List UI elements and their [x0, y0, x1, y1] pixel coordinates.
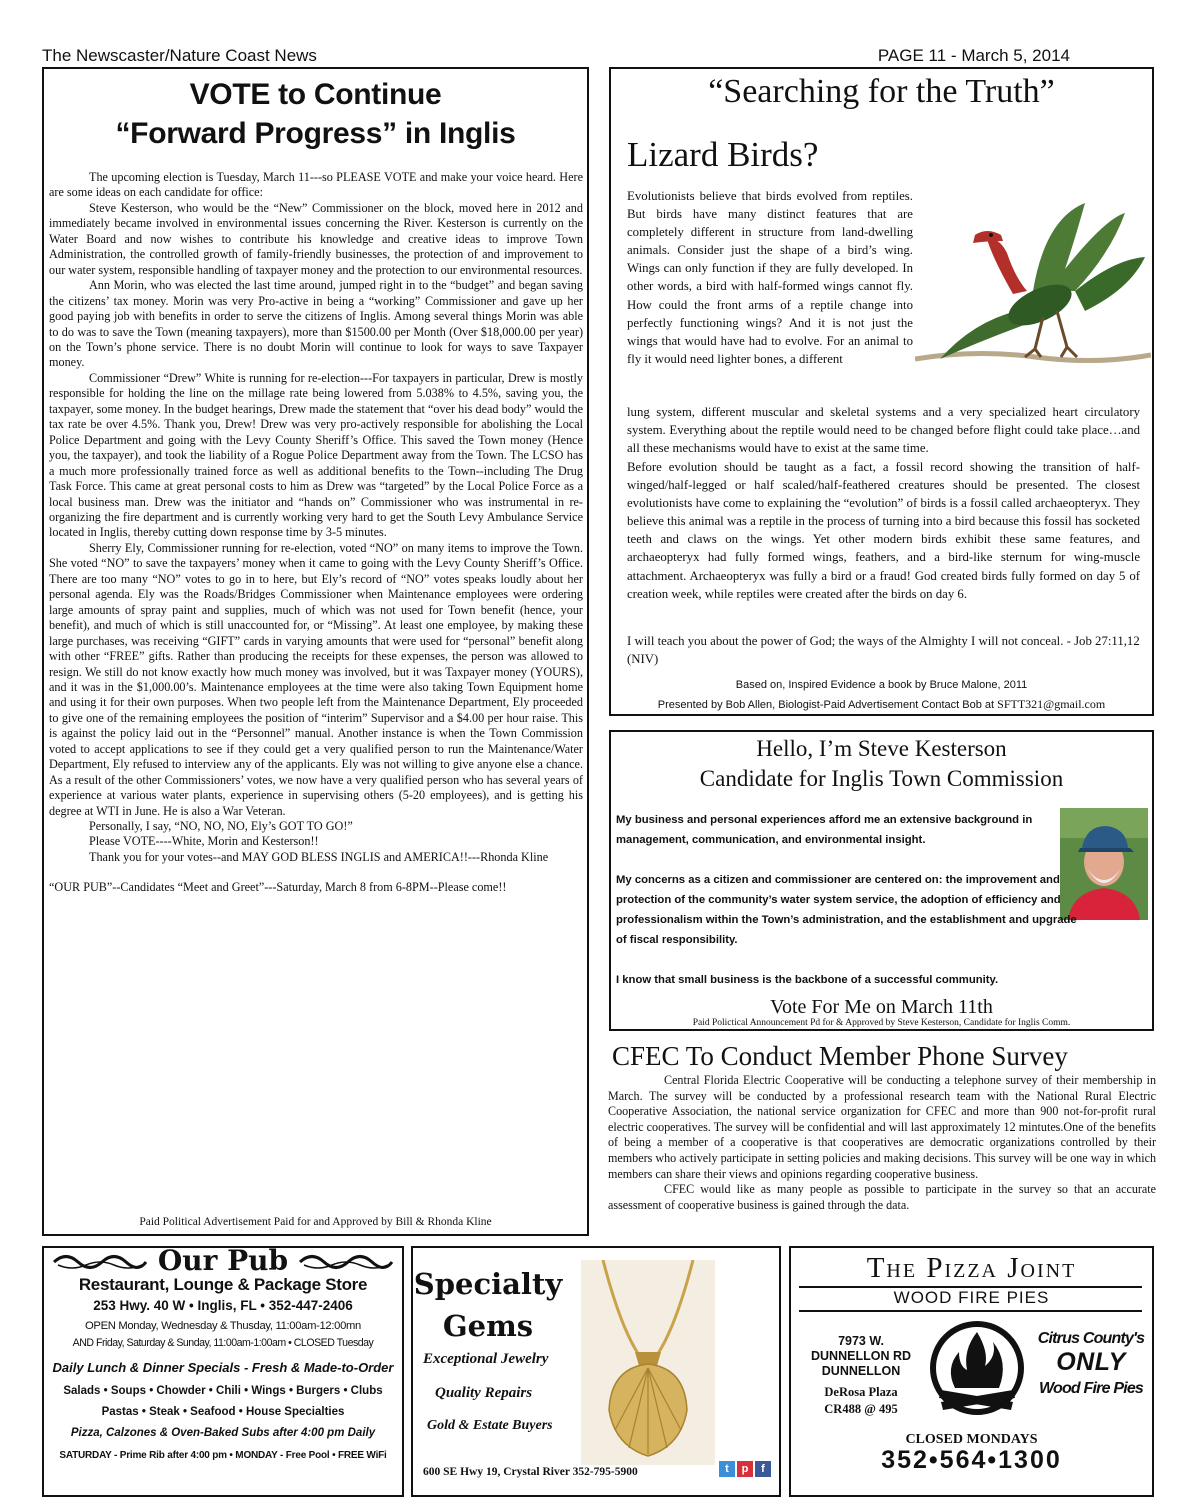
- service-line: Exceptional Jewelry: [423, 1351, 549, 1367]
- location-line: CR488 @ 495: [824, 1402, 898, 1416]
- pub-subtitle: Restaurant, Lounge & Package Store: [78, 1275, 368, 1294]
- series-title: “Searching for the Truth”: [708, 73, 1055, 110]
- phone-number[interactable]: 352•564•1300: [881, 1446, 1062, 1474]
- service-line: Quality Repairs: [435, 1385, 533, 1401]
- archaeopteryx-illustration: [915, 199, 1151, 371]
- address-line: DUNNELLON: [821, 1364, 901, 1378]
- cfec-headline: CFEC To Conduct Member Phone Survey: [612, 1041, 1068, 1071]
- article-paragraph: Thank you for your votes--and MAY GOD BLESS INGLIS and AMERICA!!---Rhonda Kline: [89, 849, 549, 864]
- contact-email: SFTT321@gmail.com: [997, 697, 1106, 711]
- our-pub-ad: [42, 1246, 404, 1497]
- restaurant-tagline: WOOD FIRE PIES: [893, 1288, 1050, 1307]
- pub-specials: Daily Lunch & Dinner Specials - Fresh & Made-to-Order: [52, 1360, 394, 1375]
- pub-hours: OPEN Monday, Wednesday & Thusday, 11:00am-12:00mn: [85, 1320, 361, 1332]
- pub-address: 253 Hwy. 40 W • Inglis, FL • 352-447-2406: [93, 1298, 353, 1313]
- ad-candidacy: Candidate for Inglis Town Commission: [699, 766, 1064, 791]
- promo-line: Wood Fire Pies: [1038, 1380, 1144, 1397]
- restaurant-name: The Pizza Joint: [866, 1252, 1077, 1284]
- ad-disclaimer: Paid Political Advertisement Paid for and Approved by Bill & Rhonda Kline: [139, 1216, 492, 1228]
- kesterson-campaign-ad: [609, 730, 1154, 1031]
- article-paragraph: lung system, different muscular and skeletal systems and a very specialized heart circulatory system. Everything about the reptile would need to be changed before flight could take place…and all these mechanisms would have to exist at the same time.: [627, 405, 1140, 456]
- store-address: 600 SE Hwy 19, Crystal River 352-795-5900: [423, 1466, 638, 1478]
- facebook-icon[interactable]: f: [755, 1461, 771, 1477]
- article-paragraph: Ann Morin, who was elected the last time around, jumped right in to the “budget” and began saving the citizens’ tax money. Morin was very Pro-active in being a “working” Commissioner and gave up her good paying job with benefits in order to serve the citizens of Inglis. Among several things Morin was able to do was to save the Town (meaning taxpayers), more than $1500.00 per Month (Over $18,000.00 per year) on the Town’s phone service. There is no doubt Morin will continue to look for ways to save Taxpayer money.: [49, 278, 583, 370]
- headline-line-1: VOTE to Continue: [189, 78, 442, 111]
- pub-hours: AND Friday, Saturday & Sunday, 11:00am-1:00am • CLOSED Tuesday: [72, 1337, 374, 1349]
- ad-greeting: Hello, I’m Steve Kesterson: [756, 736, 1007, 761]
- article-paragraph: Central Florida Electric Cooperative will be conducting a telephone survey of their membership in March. The survey will be conducted by a professional research team with the National Rural Electric Cooperative Association, the national service organization for CFEC and more than 900 not-for-profit rural electric cooperatives. The survey will be confidential and will last approximately 12 mintutes.One of the benefits of being a member of a cooperative is that cooperatives are democratic organizations controlled by their members who actively participate in setting policies and making decisions. This survey will be one way in which members can share their views and opinions regarding cooperative business.: [608, 1073, 1156, 1181]
- pub-name: Our Pub: [157, 1244, 289, 1277]
- article-wrap-text: Evolutionists believe that birds evolved from reptiles. But birds have many distinct features that are completely different in structure from land-dwelling animals. Consider just the shape of a bird’s wing. Wings can only function if they are fully developed. In other words, a bird with half-formed wings cannot fly. How could the front arms of a reptile change into perfectly functioning wings? And it is not just the wings that would have had to evolve. For an animal to fly it would need lighter bones, a different: [627, 189, 913, 366]
- article-paragraph: Personally, I say, “NO, NO, NO, Ely’s GOT TO GO!”: [89, 819, 353, 834]
- pizza-joint-ad: [789, 1246, 1154, 1497]
- ad-disclaimer: Paid Polictical Announcement Pd for & Approved by Steve Kesterson, Candidate for Inglis Comm.: [692, 1018, 1071, 1028]
- vote-line: Vote For Me on March 11th: [770, 996, 993, 1018]
- ad-paragraph: I know that small business is the backbone of a successful community.: [616, 974, 999, 986]
- article-paragraph: Please VOTE----White, Morin and Kesterson!!: [89, 834, 319, 849]
- newspaper-name: The Newscaster/Nature Coast News: [42, 46, 317, 65]
- service-line: Gold & Estate Buyers: [427, 1418, 553, 1433]
- page-number-date: PAGE 11 - March 5, 2014: [877, 46, 1070, 65]
- source-credit: Based on, Inspired Evidence a book by Bruce Malone, 2011: [735, 679, 1028, 691]
- political-ad-article: [42, 67, 589, 1236]
- closed-days: CLOSED MONDAYS: [905, 1432, 1038, 1447]
- pinterest-icon[interactable]: p: [737, 1461, 753, 1477]
- article-paragraph: Before evolution should be taught as a fact, a fossil record showing the transition of half-winged/half-legged or half scaled/half-feathered creatures should be presented. The closest evolutionists have come to explaining the “evolution” of birds is a fossil called archaeopteryx. They believe this animal was a reptile in the process of turning into a bird because this fossil has socketed teeth and claws on the wings. Yet other modern birds exhibit these same features, and archaeopteryx had fully formed wings, feathers, and a bird-like sternum for wing-muscle attachment. Archaeopteryx was fully a bird or a fraud! God created birds fully formed on day 5 of creation week, while reptiles were created after the birds on day 6.: [627, 460, 1140, 601]
- ad-paragraph: My business and personal experiences afford me an extensive background in management, communication, and environmental insight.: [616, 814, 1033, 846]
- shell-pendant-photo: [581, 1260, 715, 1465]
- cfec-body: [608, 1073, 1156, 1213]
- article-body: [49, 170, 583, 896]
- presenter-text: Presented by Bob Allen, Biologist-Paid Advertisement Contact Bob at: [657, 699, 998, 711]
- twitter-icon[interactable]: t: [719, 1461, 735, 1477]
- restaurant-address: [801, 1334, 921, 1379]
- address-line: 7973 W.: [838, 1334, 884, 1348]
- article-paragraph: “OUR PUB”--Candidates “Meet and Greet”---Saturday, March 8 from 6-8PM--Please come!!: [49, 880, 507, 895]
- article-paragraph: Sherry Ely, Commissioner running for re-election, voted “NO” on many items to improve the Town. She voted “NO” to save the taxpayers’ money when it came to going with the Levy County Sheriff’s Office. There are too many “NO” votes to go in to here, but Ely’s record of “NO” votes speaks loudly about her personal agenda. Ely was the Roads/Bridges Commissioner when Maintenance employees were ordering large amounts of spray paint and supplies, much of which was not used for Town benefit (hence, your benefit), and much of which is still unaccounted for, or “Missing”. At least one employee, by making these large purchases, was receiving “GIFT” cards in varying amounts that were used for “personal” benefit along with other “FREE” gifts. Rather than producing the receipts for these expenses, the person was allowed to resign. We still do not know exactly how much money was involved, but it was Taxpayer money (YOURS), and it was in the $1,000.00’s. Maintenance employees at the time were also taking Town Equipment home and using it for their own purposes. When two people left from the Maintenance Department, Ely proceeded to give one of the remaining employees the position of “interim” Supervisor and a $4.00 per hour raise. This is against the policy laid out in the “Personnel” manual. Another instance is when the Town Commission voted to accept applications to see if they could get a very qualified person to run the Maintenance/Water Department, Ely refused to interview any of the applicants. Ely was not willing to give anyone else a chance. As a result of the other Commissioners’ votes, we now have a very qualified person who has several years of experience at various water plants, experience in supervising others (5-20 employees), and is getting his degree at WTI in June. He is also a War Veteran.: [49, 540, 583, 818]
- promo-line: ONLY: [1056, 1348, 1126, 1376]
- article-paragraph: Commissioner “Drew” White is running for re-election---For taxpayers in particular, Drew is mostly responsible for holding the line on the millage rate being lowered from 5.038% to 4.5%, saving you, the taxpayer, some money. In the budget hearings, Drew made the statement that “over his dead body” would the tax rate be over 4.5%. Thank you, Drew! Drew was very pro-actively responsible for abolishing the Local Police Department and going with the Levy County Sheriff’s Office. This saved the Town money (Hence you, the taxpayer), and took the liability of a Rogue Police Department away from the Town. The LCSO has a much more professionally trained force as well as additional benefits to the Town--including The Drug Task Force. This came at great personal costs to him as Drew was “targeted” by the Local Police Force as a local business man. Drew was the initiator and “hands on” Commissioner who was instrumental in re-organizing the fire department and is currently working very hard to get the South Levy Ambulance Service located in Inglis, thereby cutting down response time by 3-5 minutes.: [49, 370, 583, 540]
- headline-line-2: “Forward Progress” in Inglis: [115, 117, 516, 150]
- truth-article: [609, 67, 1154, 716]
- article-paragraph: CFEC would like as many people as possible to participate in the survey so that an accurate assessment of cooperative business is gained through the data.: [608, 1182, 1156, 1212]
- article-title: Lizard Birds?: [627, 135, 819, 174]
- pub-menu: Pastas • Steak • Seafood • House Specialties: [101, 1406, 345, 1418]
- decorative-flourish-right: [298, 1251, 394, 1273]
- article-paragraph: Steve Kesterson, who would be the “New” Commissioner on the block, moved here in 2012 and immediately became involved in environmental issues concerning the River. Kesterson is currently on the Water Board and now wishes to contribute his knowledge and creative ideas to improve Town Administration, the controlled growth of family-friendly businesses, the protection of and improvement to our water system, responsible handling of taxpayer money and the protection to our environmental resources.: [49, 200, 583, 277]
- store-name: Gems: [442, 1309, 534, 1343]
- pub-menu: Pizza, Calzones & Oven-Baked Subs after 4:00 pm Daily: [70, 1427, 376, 1439]
- address-line: DUNNELLON RD: [811, 1349, 911, 1363]
- store-name: Specialty: [413, 1267, 563, 1301]
- promo-line: Citrus County's: [1037, 1330, 1145, 1347]
- ad-paragraph: My concerns as a citizen and commissioner are centered on: the improvement and protection of the community’s water system service, the adoption of efficiency and professionalism within the Town’s administration, and the establishment and upgrade of fiscal responsibility.: [616, 874, 1077, 946]
- restaurant-location: [801, 1384, 921, 1418]
- pub-weekly-specials: SATURDAY - Prime Rib after 4:00 pm • MONDAY - Free Pool • FREE WiFi: [59, 1450, 387, 1461]
- specialty-gems-ad: [411, 1246, 781, 1497]
- bible-verse: I will teach you about the power of God; the ways of the Almighty I will not conceal. - Job 27:11,12 (NIV): [627, 634, 1140, 667]
- article-paragraph: The upcoming election is Tuesday, March 11---so PLEASE VOTE and make your voice heard. Here are some ideas on each candidate for office:: [49, 170, 583, 200]
- location-line: DeRosa Plaza: [824, 1385, 898, 1399]
- social-links: [719, 1461, 771, 1477]
- presenter-credit: [611, 697, 1152, 712]
- pub-menu: Salads • Soups • Chowder • Chili • Wings • Burgers • Clubs: [63, 1385, 383, 1397]
- divider: [799, 1310, 1142, 1312]
- flame-logo-icon: [927, 1316, 1027, 1422]
